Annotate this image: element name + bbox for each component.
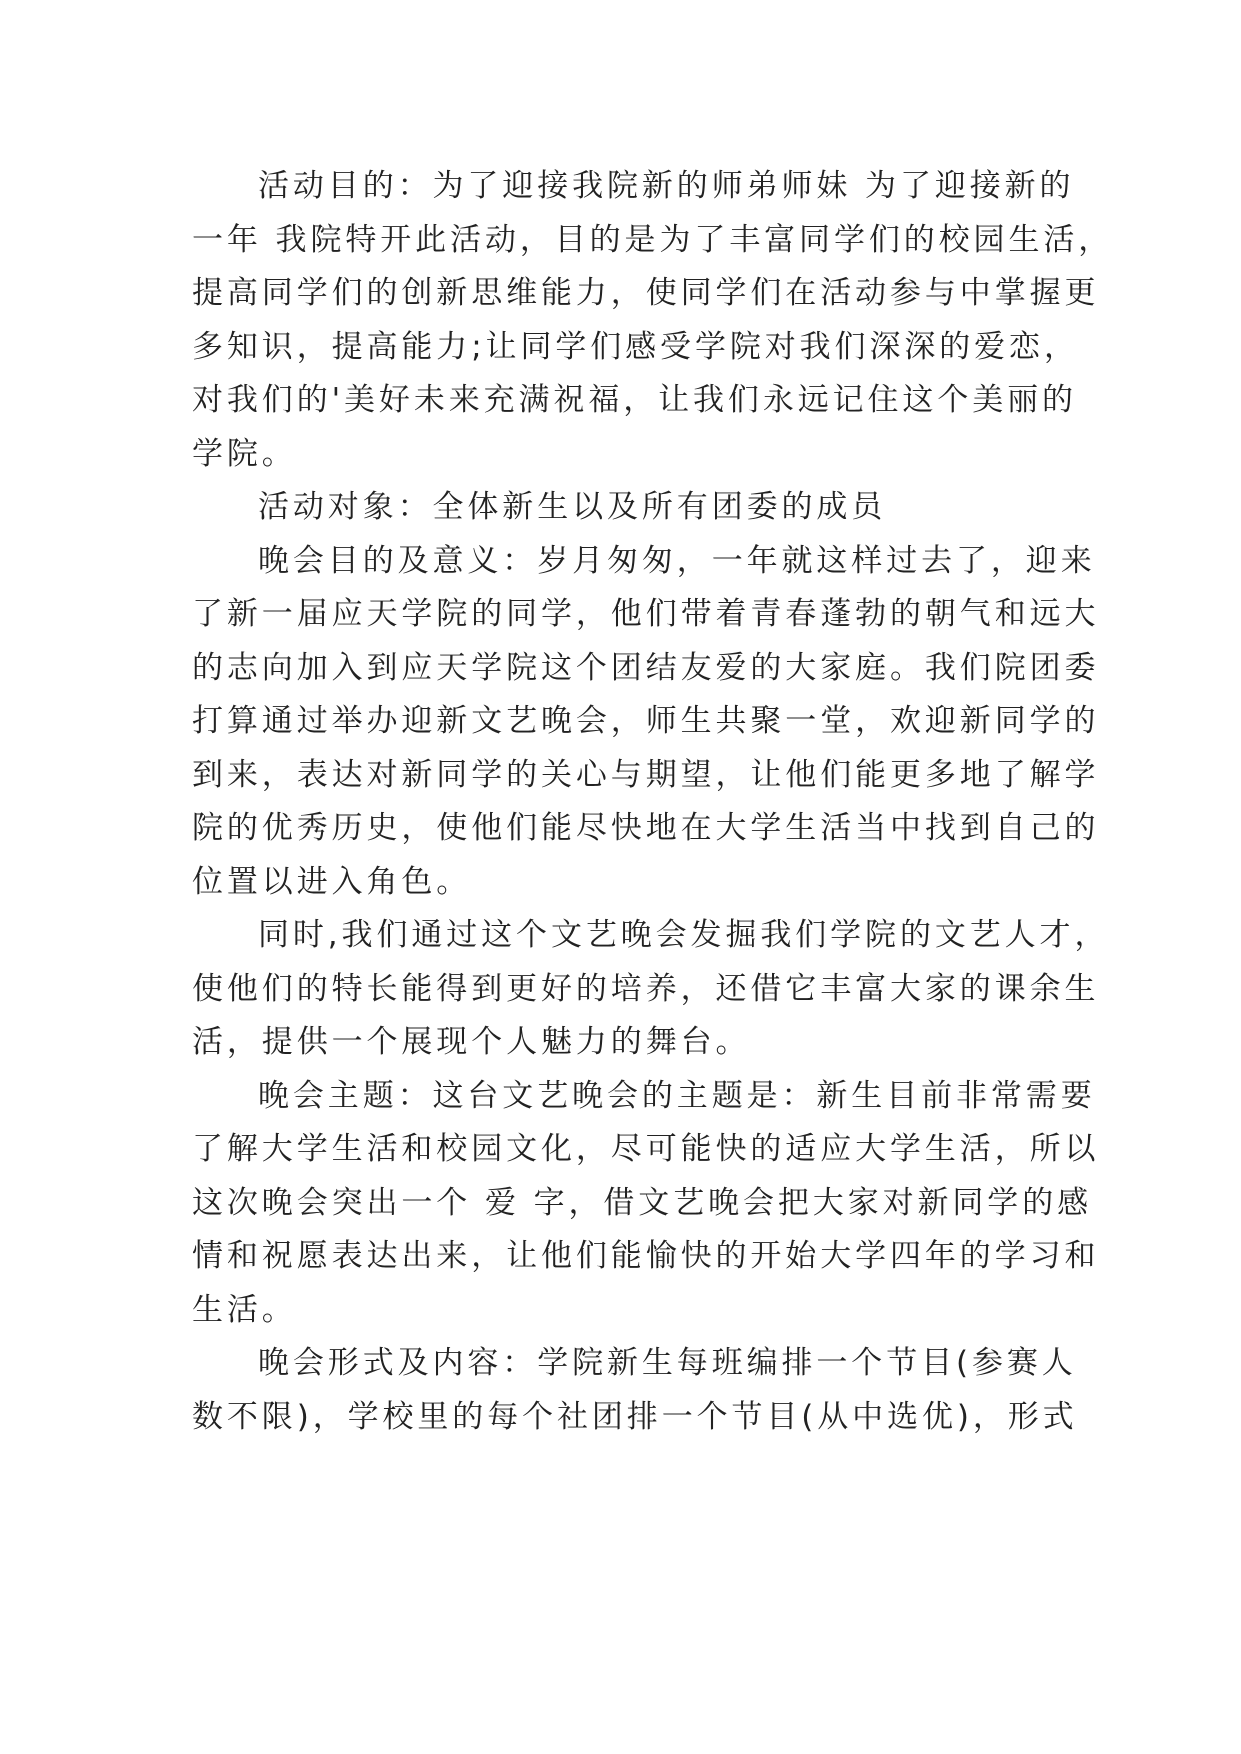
text-line: 晚会主题：这台文艺晚会的主题是：新生目前非常需要 — [258, 1077, 1096, 1114]
text-line: 使他们的特长能得到更好的培养，还借它丰富大家的课余生 — [192, 970, 1100, 1007]
paragraph-gala-purpose — [192, 535, 1100, 910]
text-line: 提高同学们的创新思维能力，使同学们在活动参与中掌握更 — [192, 275, 1100, 311]
text-line: 情和祝愿表达出来，让他们能愉快的开始大学四年的学习和 — [192, 1238, 1100, 1274]
text-line: 活动目的：为了迎接我院新的师弟师妹 为了迎接新的 — [258, 168, 1075, 204]
text-line: 活，提供一个展现个人魅力的舞台。 — [192, 1024, 751, 1060]
text-line: 了新一届应天学院的同学，他们带着青春蓬勃的朝气和远大 — [192, 596, 1100, 632]
text-line: 了解大学生活和校园文化，尽可能快的适应大学生活，所以 — [192, 1131, 1100, 1167]
text-line: 一年 我院特开此活动，目的是为了丰富同学们的校园生活， — [192, 221, 1114, 258]
text-line: 生活。 — [192, 1291, 297, 1328]
paragraph-activity-target — [192, 481, 1054, 535]
paragraph-gala-theme — [192, 1070, 1100, 1338]
text-line: 的志向加入到应天学院这个团结友爱的大家庭。我们院团委 — [192, 649, 1100, 686]
text-line: 打算通过举办迎新文艺晚会，师生共聚一堂，欢迎新同学的 — [192, 703, 1100, 739]
text-line: 数不限)，学校里的每个社团排一个节目(从中选优)，形式 — [192, 1398, 1078, 1435]
document-body — [192, 160, 1114, 1444]
paragraph-gala-format — [192, 1337, 1078, 1444]
text-line: 活动对象：全体新生以及所有团委的成员 — [258, 489, 887, 525]
text-line: 学院。 — [192, 435, 297, 472]
text-line: 这次晚会突出一个 爱 字，借文艺晚会把大家对新同学的感 — [192, 1184, 1093, 1221]
text-line: 晚会目的及意义：岁月匆匆，一年就这样过去了，迎来 — [258, 542, 1096, 579]
text-line: 对我们的'美好未来充满祝福，让我们永远记住这个美丽的 — [192, 382, 1077, 418]
text-line: 位置以进入角色。 — [192, 863, 472, 900]
paragraph-talent — [192, 909, 1110, 1070]
text-line: 院的优秀历史，使他们能尽快地在大学生活当中找到自己的 — [192, 810, 1100, 846]
paragraph-activity-purpose — [192, 160, 1114, 481]
text-line: 到来，表达对新同学的关心与期望，让他们能更多地了解学 — [192, 756, 1100, 793]
text-line: 晚会形式及内容：学院新生每班编排一个节目(参赛人 — [258, 1345, 1077, 1381]
text-line: 多知识，提高能力;让同学们感受学院对我们深深的爱恋， — [192, 328, 1079, 365]
text-line: 同时,我们通过这个文艺晚会发掘我们学院的文艺人才， — [258, 917, 1110, 953]
